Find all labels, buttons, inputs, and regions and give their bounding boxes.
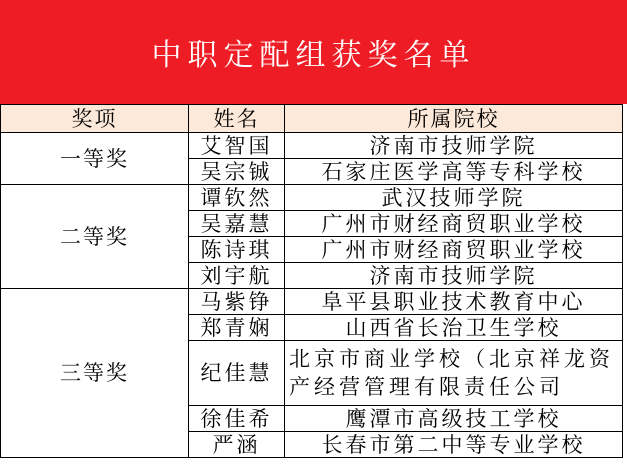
header-award: 奖项 bbox=[1, 105, 189, 133]
winner-name: 马紫铮 bbox=[189, 289, 285, 315]
winner-name: 谭钦然 bbox=[189, 185, 285, 211]
winner-name: 刘宇航 bbox=[189, 263, 285, 289]
winner-name: 纪佳慧 bbox=[189, 341, 285, 406]
winner-name: 严涵 bbox=[189, 432, 285, 458]
header-school: 所属院校 bbox=[285, 105, 623, 133]
winner-school: 北京市商业学校（北京祥龙资产经营管理有限责任公司 bbox=[285, 341, 623, 406]
award-level-third: 三等奖 bbox=[1, 289, 189, 458]
winner-name: 陈诗琪 bbox=[189, 237, 285, 263]
award-level-second: 二等奖 bbox=[1, 185, 189, 289]
awards-table bbox=[0, 104, 623, 458]
award-level-first: 一等奖 bbox=[1, 133, 189, 185]
winner-school: 济南市技师学院 bbox=[285, 133, 623, 159]
table-header-row bbox=[1, 105, 623, 133]
table-row bbox=[1, 185, 623, 211]
winner-name: 徐佳希 bbox=[189, 406, 285, 432]
winner-school: 石家庄医学高等专科学校 bbox=[285, 159, 623, 185]
winner-name: 吴嘉慧 bbox=[189, 211, 285, 237]
winner-school: 长春市第二中等专业学校 bbox=[285, 432, 623, 458]
winner-school: 山西省长治卫生学校 bbox=[285, 315, 623, 341]
winner-school: 广州市财经商贸职业学校 bbox=[285, 237, 623, 263]
winner-school: 阜平县职业技术教育中心 bbox=[285, 289, 623, 315]
page-title: 中职定配组获奖名单 bbox=[151, 38, 476, 73]
table-row bbox=[1, 133, 623, 159]
header-name: 姓名 bbox=[189, 105, 285, 133]
winner-name: 吴宗铖 bbox=[189, 159, 285, 185]
table-row bbox=[1, 289, 623, 315]
winner-name: 郑青娴 bbox=[189, 315, 285, 341]
winner-school: 济南市技师学院 bbox=[285, 263, 623, 289]
winner-school: 鹰潭市高级技工学校 bbox=[285, 406, 623, 432]
winner-name: 艾智国 bbox=[189, 133, 285, 159]
title-banner bbox=[0, 0, 627, 104]
winner-school: 广州市财经商贸职业学校 bbox=[285, 211, 623, 237]
winner-school: 武汉技师学院 bbox=[285, 185, 623, 211]
